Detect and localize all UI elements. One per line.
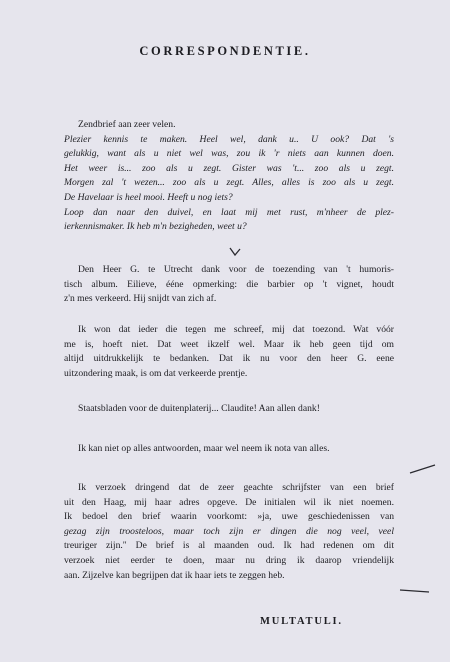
text-line: Den Heer G. te Utrecht dank voor de toezending van 't humoris- [78, 264, 394, 275]
text-line: Morgen zal 't wezen... zoo als u zegt. Alles, alles is zoo als u zegt. [64, 177, 394, 189]
text-line: gelukkig, want als u niet wel was, zou ik 'r niets aan kunnen doen. [64, 148, 394, 160]
text-line: uit den Haag, mij haar adres opgeve. De initialen wil ik niet noemen. [64, 496, 394, 508]
text-line: tisch album. Eilieve, ééne opmerking: die barbier op 't vignet, houdt [64, 278, 394, 290]
text-line: gezag zijn troosteloos, maar toch zijn er dingen die nog veel, veel [64, 525, 394, 537]
text-line: De Havelaar is heel mooi. Heeft u nog iets? [64, 191, 233, 203]
text-line: treuriger zijn." De brief is al maanden oud. Ik had redenen om dit [64, 540, 394, 552]
paragraph-verzoek [64, 481, 394, 583]
text-line: Plezier kennis te maken. Heel wel, dank u.. U ook? Dat 's [64, 133, 394, 145]
text-line: Zendbrief aan zeer velen. [78, 119, 176, 130]
text-line: z'n mes verkeerd. Hij snijdt van zich af. [64, 293, 217, 305]
text-line: ierkennismaker. Ik heb m'n bezigheden, weet u? [64, 221, 247, 233]
text-line: Staatsbladen voor de duitenplaterij... Claudite! Aan allen dank! [78, 403, 320, 414]
text-line: altijd uitdrukkelijk te bedanken. Dat ik nu voor den heer G. eene [64, 353, 394, 365]
pencil-dash-mark-icon [408, 462, 438, 476]
text-line: Het weer is... zoo als u zegt. Gister was 't... zoo als u zegt. [64, 162, 394, 174]
signature: MULTATULI. [260, 616, 343, 627]
text-line: Ik won dat ieder die tegen me schreef, mij dat toezond. Wat vóór [78, 324, 394, 335]
text-line: Ik verzoek dringend dat de zeer geachte schrijfster van een brief [78, 482, 394, 493]
paragraph-antwoorden [64, 442, 394, 457]
text-line: uitzondering maak, is om dat verkeerde prentje. [64, 367, 248, 379]
paragraph-zendbrief [64, 118, 394, 235]
text-line: Loop dan naar den duivel, en laat mij met rust, m'nheer de plez- [64, 206, 394, 218]
paragraph-toezending [64, 323, 394, 381]
text-line: Ik kan niet op alles antwoorden, maar wel neem ik nota van alles. [78, 443, 330, 454]
pencil-arrow-mark-icon [228, 246, 242, 258]
text-line: me is, hoeft niet. Dat weet ikzelf wel. Maar ik heb geen tijd om [64, 338, 394, 350]
text-line: Ik bedoel den brief waarin voorkomt: »ja, uwe geschiedenissen van [64, 511, 394, 523]
text-line: aan. Zijzelve kan begrijpen dat ik haar iets te zeggen heb. [64, 569, 285, 581]
text-line: verzoek niet eerder te doen, maar nu dring ik daarop vriendelijk [64, 554, 394, 566]
pencil-dash-mark-icon [398, 585, 432, 597]
paragraph-staatsbladen [64, 402, 394, 417]
paragraph-heer-g [64, 263, 394, 307]
page-title: CORRESPONDENTIE. [139, 44, 311, 58]
